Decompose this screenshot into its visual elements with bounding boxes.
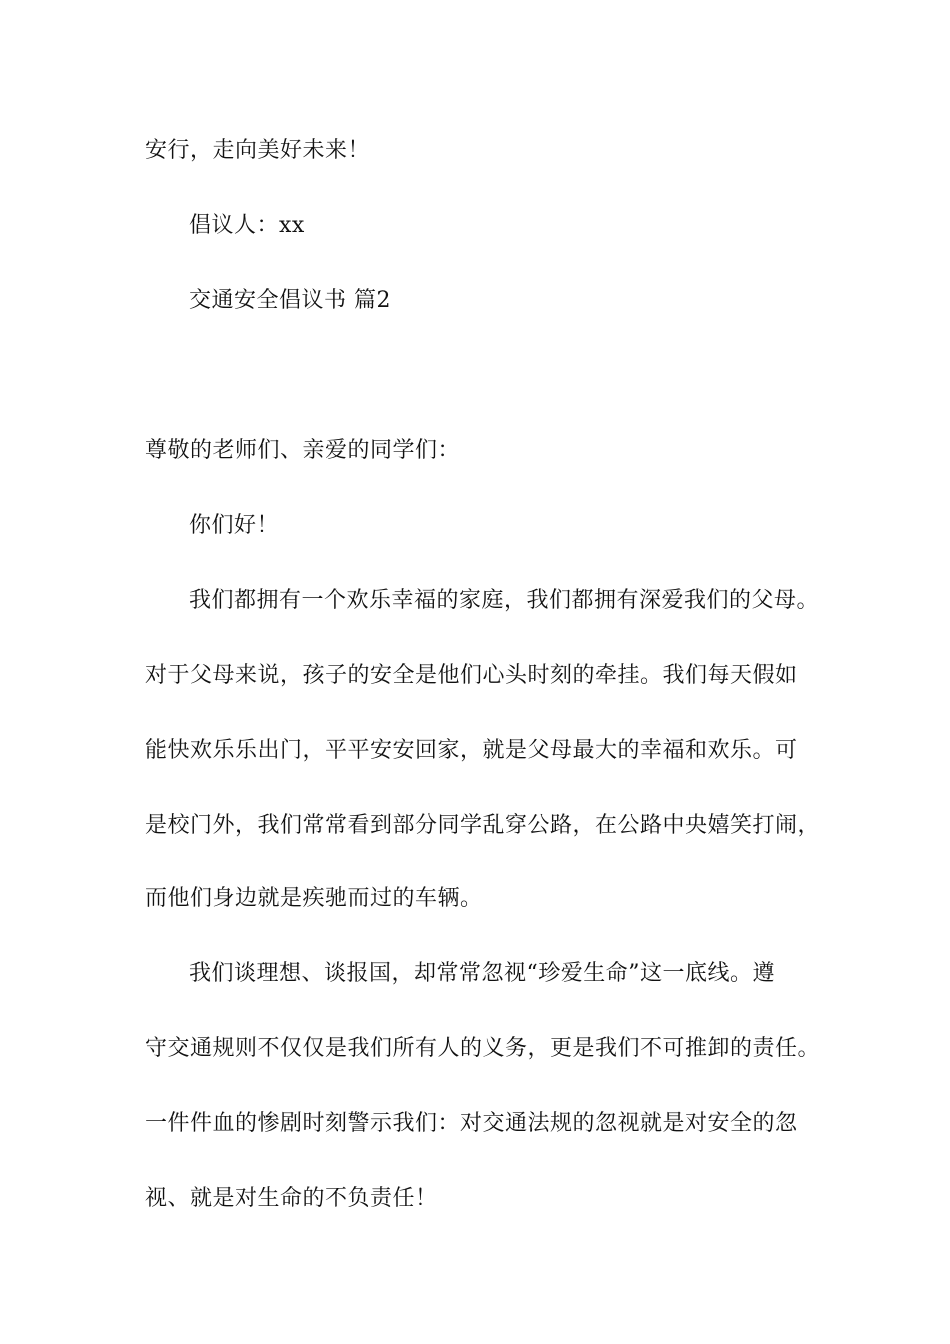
paragraph-2-line-4: 视、就是对生命的不负责任！ <box>145 1186 438 1211</box>
paragraph-1-line-5: 而他们身边就是疾驰而过的车辆。 <box>145 886 483 911</box>
paragraph-1-line-4: 是校门外，我们常常看到部分同学乱穿公路，在公路中央嬉笑打闹， <box>145 813 821 838</box>
greeting: 你们好！ <box>189 513 280 538</box>
signatory-line: 倡议人：xx <box>189 213 305 238</box>
salutation: 尊敬的老师们、亲爱的同学们： <box>145 438 461 463</box>
paragraph-1-line-2: 对于父母来说，孩子的安全是他们心头时刻的牵挂。我们每天假如 <box>145 663 798 688</box>
closing-line: 安行，走向美好未来！ <box>145 138 371 163</box>
paragraph-1-line-1: 我们都拥有一个欢乐幸福的家庭，我们都拥有深爱我们的父母。 <box>189 588 820 613</box>
paragraph-2-line-1: 我们谈理想、谈报国，却常常忽视“珍爱生命”这一底线。遵 <box>189 961 775 986</box>
paragraph-2-line-2: 守交通规则不仅仅是我们所有人的义务，更是我们不可推卸的责任。 <box>145 1036 821 1061</box>
section-title: 交通安全倡议书 篇2 <box>189 288 391 313</box>
paragraph-1-line-3: 能快欢乐乐出门，平平安安回家，就是父母最大的幸福和欢乐。可 <box>145 738 798 763</box>
paragraph-2-line-3: 一件件血的惨剧时刻警示我们：对交通法规的忽视就是对安全的忽 <box>145 1111 798 1136</box>
